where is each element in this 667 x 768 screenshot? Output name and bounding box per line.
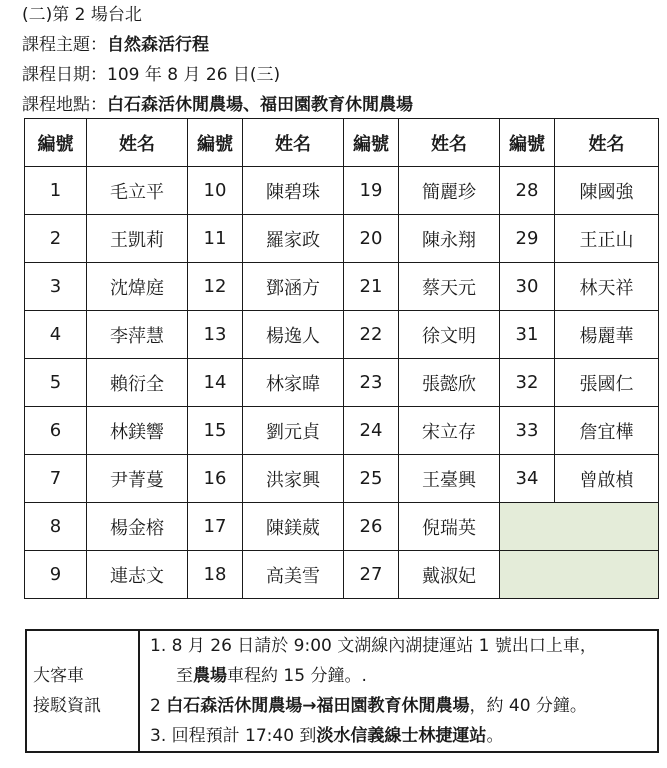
- date-label: 課程日期：: [22, 65, 107, 85]
- bus-item-2-bold: 白石森活休閒農場→福田園教育休閒農場: [166, 696, 470, 716]
- participant-number: 7: [25, 455, 87, 503]
- table-row: [25, 407, 659, 455]
- course-topic: [22, 34, 209, 56]
- participant-name: 楊金榕: [87, 503, 188, 551]
- col-header-name: 姓名: [87, 119, 188, 167]
- bus-item-1b-post: 車程約 15 分鐘。.: [227, 666, 367, 686]
- col-header-name: 姓名: [399, 119, 500, 167]
- participant-number: 1: [25, 167, 87, 215]
- participant-number: 30: [500, 263, 555, 311]
- participant-name: 高美雪: [243, 551, 344, 599]
- bus-info-items: [139, 630, 658, 752]
- participant-number: 21: [344, 263, 399, 311]
- bus-label-line1: 大客車: [33, 666, 84, 686]
- participant-number: 16: [188, 455, 243, 503]
- participant-name: 張國仁: [555, 359, 659, 407]
- participant-number: 13: [188, 311, 243, 359]
- bus-info-table: [25, 629, 659, 753]
- participant-name: 曾啟楨: [555, 455, 659, 503]
- participant-number: 25: [344, 455, 399, 503]
- table-row: [25, 215, 659, 263]
- participant-name: 沈煒庭: [87, 263, 188, 311]
- col-header-number: 編號: [188, 119, 243, 167]
- topic-label: 課程主題：: [22, 35, 107, 55]
- col-header-name: 姓名: [243, 119, 344, 167]
- participant-number: 28: [500, 167, 555, 215]
- participant-name: 宋立存: [399, 407, 500, 455]
- participant-number: 17: [188, 503, 243, 551]
- participant-number: 22: [344, 311, 399, 359]
- participant-number: 26: [344, 503, 399, 551]
- roster-table: [24, 118, 659, 599]
- col-header-number: 編號: [25, 119, 87, 167]
- bus-item-1b-pre: 至: [176, 666, 193, 686]
- participant-number: 24: [344, 407, 399, 455]
- table-row: [25, 455, 659, 503]
- participant-number: 19: [344, 167, 399, 215]
- table-row: [25, 503, 659, 551]
- bus-item-2: [150, 691, 657, 721]
- course-location: [22, 94, 413, 116]
- participant-name: 陳鎂葳: [243, 503, 344, 551]
- participant-number: 4: [25, 311, 87, 359]
- participant-number: 9: [25, 551, 87, 599]
- topic-value: 自然森活行程: [107, 35, 209, 55]
- bus-item-2-num: 2: [150, 696, 167, 716]
- bus-item-3-pre: 3. 回程預計 17:40 到: [150, 726, 317, 746]
- bus-item-1a: 1. 8 月 26 日請於 9:00 文湖線內湖捷運站 1 號出口上車，: [150, 636, 597, 656]
- participant-number: 29: [500, 215, 555, 263]
- participant-number: 18: [188, 551, 243, 599]
- participant-number: 34: [500, 455, 555, 503]
- participant-name: 陳碧珠: [243, 167, 344, 215]
- participant-number: 3: [25, 263, 87, 311]
- participant-name: 林鎂響: [87, 407, 188, 455]
- participant-name: 尹菁蔓: [87, 455, 188, 503]
- participant-name: 鄧涵方: [243, 263, 344, 311]
- participant-name: 賴衍全: [87, 359, 188, 407]
- location-value: 白石森活休閒農場、福田園教育休閒農場: [107, 95, 413, 115]
- participant-number: 5: [25, 359, 87, 407]
- participant-name: 林天祥: [555, 263, 659, 311]
- table-row: [25, 263, 659, 311]
- participant-name: 羅家政: [243, 215, 344, 263]
- participant-name: 毛立平: [87, 167, 188, 215]
- date-value: 109 年 8 月 26 日(三): [107, 65, 281, 85]
- course-date: [22, 64, 280, 86]
- participant-name: 洪家興: [243, 455, 344, 503]
- col-header-name: 姓名: [555, 119, 659, 167]
- participant-name: 張懿欣: [399, 359, 500, 407]
- bus-item-1b: [150, 661, 657, 691]
- bus-label-line2: 接駁資訊: [33, 696, 101, 716]
- participant-number: 33: [500, 407, 555, 455]
- table-row: [25, 167, 659, 215]
- participant-name: 蔡天元: [399, 263, 500, 311]
- participant-name: 楊逸人: [243, 311, 344, 359]
- bus-item-1b-bold: 農場: [193, 666, 227, 686]
- roster-header-row: [25, 119, 659, 167]
- participant-name: 陳永翔: [399, 215, 500, 263]
- participant-number: 8: [25, 503, 87, 551]
- participant-name: 王臺興: [399, 455, 500, 503]
- participant-name: 簡麗珍: [399, 167, 500, 215]
- participant-name: 楊麗華: [555, 311, 659, 359]
- bus-info-label: [26, 630, 139, 752]
- participant-number: 2: [25, 215, 87, 263]
- col-header-number: 編號: [500, 119, 555, 167]
- participant-number: 6: [25, 407, 87, 455]
- participant-number: 10: [188, 167, 243, 215]
- participant-number: 20: [344, 215, 399, 263]
- participant-name: 連志文: [87, 551, 188, 599]
- participant-name: 劉元貞: [243, 407, 344, 455]
- participant-number: 11: [188, 215, 243, 263]
- table-row: [25, 311, 659, 359]
- participant-number: 32: [500, 359, 555, 407]
- participant-name: 陳國強: [555, 167, 659, 215]
- participant-number: 23: [344, 359, 399, 407]
- empty-cell: [500, 551, 659, 599]
- empty-cell: [500, 503, 659, 551]
- participant-name: 王凱莉: [87, 215, 188, 263]
- participant-name: 徐文明: [399, 311, 500, 359]
- participant-name: 王正山: [555, 215, 659, 263]
- bus-item-2-post: ，約 40 分鐘。: [469, 696, 587, 716]
- participant-name: 倪瑞英: [399, 503, 500, 551]
- bus-item-3: [150, 721, 657, 751]
- participant-number: 27: [344, 551, 399, 599]
- participant-number: 14: [188, 359, 243, 407]
- participant-number: 12: [188, 263, 243, 311]
- participant-number: 15: [188, 407, 243, 455]
- session-title: (二)第 2 場台北: [22, 5, 142, 25]
- participant-name: 戴淑妃: [399, 551, 500, 599]
- participant-number: 31: [500, 311, 555, 359]
- table-row: [25, 551, 659, 599]
- location-label: 課程地點：: [22, 95, 107, 115]
- bus-item-3-post: 。: [486, 726, 504, 746]
- bus-item-3-bold: 淡水信義線士林捷運站: [316, 726, 487, 746]
- participant-name: 詹宜樺: [555, 407, 659, 455]
- participant-name: 林家暐: [243, 359, 344, 407]
- participant-name: 李萍慧: [87, 311, 188, 359]
- table-row: [25, 359, 659, 407]
- col-header-number: 編號: [344, 119, 399, 167]
